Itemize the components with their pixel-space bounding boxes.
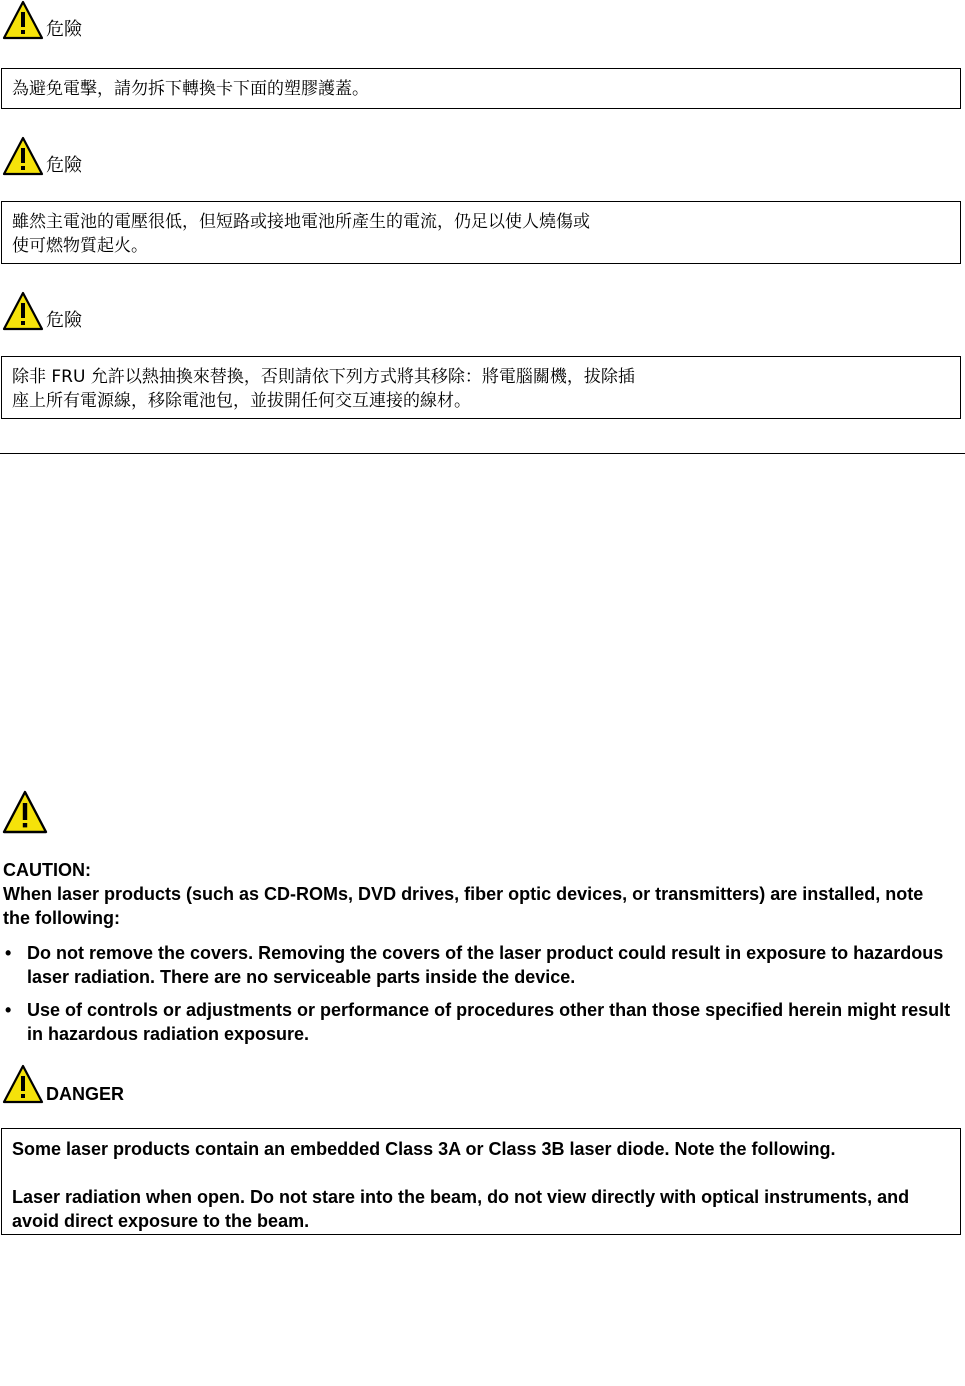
warning-text-line: 除非 FRU 允許以熱抽換來替換，否則請依下列方式將其移除：將電腦關機，拔除插 [12, 367, 635, 387]
caution-bullet-list [3, 941, 953, 1055]
list-item [3, 998, 953, 1046]
warning-text-line: 座上所有電源線，移除電池包，並拔開任何交互連接的線材。 [12, 391, 471, 411]
warning-label: 危險 [46, 19, 82, 40]
caution-title: CAUTION: [3, 860, 91, 880]
warning-triangle-icon [2, 1064, 44, 1104]
caution-triangle-icon [2, 790, 48, 834]
warning-box-3 [1, 356, 961, 419]
danger-heading [2, 1064, 124, 1104]
warning-triangle-icon [2, 136, 44, 176]
warning-label: 危險 [46, 310, 82, 331]
section-divider [0, 453, 965, 454]
warning-text-line: 使可燃物質起火。 [12, 236, 148, 256]
warning-triangle-icon [2, 291, 44, 331]
danger-label: DANGER [46, 1084, 125, 1104]
warning-heading-3 [2, 291, 82, 331]
danger-paragraph: Some laser products contain an embedded Class 3A or Class 3B laser diode. Note the following. [12, 1139, 836, 1159]
warning-text-line: 雖然主電池的電壓很低，但短路或接地電池所產生的電流，仍足以使人燒傷或 [12, 212, 590, 232]
warning-label: 危險 [46, 155, 82, 176]
warning-triangle-icon [2, 0, 44, 40]
warning-heading-1 [2, 0, 82, 40]
danger-box [1, 1128, 961, 1235]
caution-intro: When laser products (such as CD-ROMs, DVD drives, fiber optic devices, or transmitters) are installed, note the following: [3, 884, 924, 928]
warning-box-1 [1, 68, 961, 109]
bullet-icon: • [5, 1000, 12, 1020]
warning-heading-2 [2, 136, 82, 176]
bullet-text: Use of controls or adjustments or performance of procedures other than those specified herein might result in hazardous radiation exposure. [27, 1000, 951, 1044]
bullet-icon: • [5, 943, 12, 963]
danger-paragraph: Laser radiation when open. Do not stare into the beam, do not view directly with optical instruments, and avoid direct exposure to the beam. [12, 1187, 910, 1231]
list-item [3, 941, 953, 989]
bullet-text: Do not remove the covers. Removing the covers of the laser product could result in exposure to hazardous laser radiation. There are no serviceable parts inside the device. [27, 943, 944, 987]
warning-box-2 [1, 201, 961, 264]
warning-text-line: 為避免電擊，請勿拆下轉換卡下面的塑膠護蓋。 [12, 79, 369, 99]
